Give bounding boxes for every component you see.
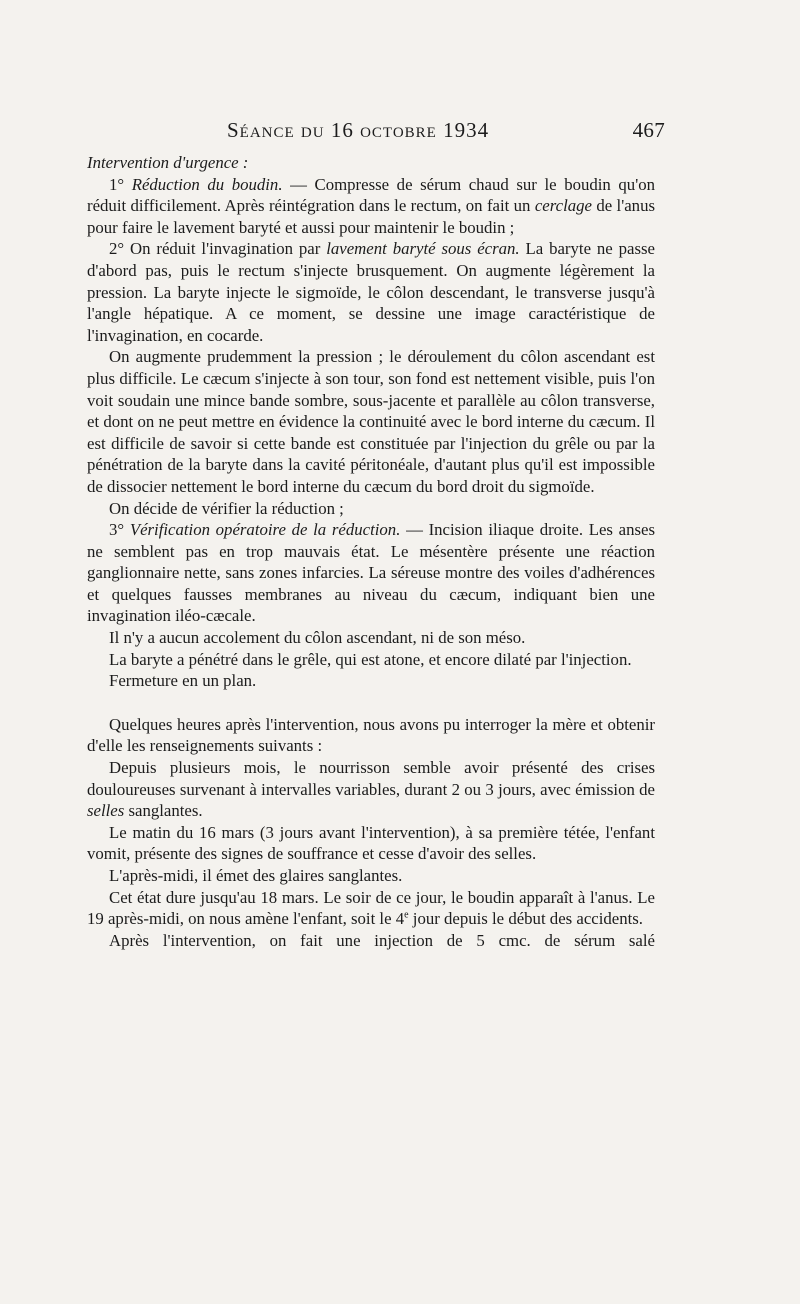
body-text	[87, 152, 655, 951]
paragraph	[87, 238, 655, 346]
paragraph	[87, 757, 655, 822]
text-run: Réduction du boudin.	[131, 174, 283, 194]
text-run: On augmente prudemment la pression ; le déroulement du côlon ascendant est plus difficile. Le cæcum s'injecte à son tour, son fond est nettement visible, puis l'on voit soudain une mince bande sombre, sous-jacente et parallèle au côlon transverse, et dont on ne peut mettre en évidence la continuité avec le bord interne du cæcum. Il est difficile de savoir si cette bande est constituée par l'injection du grêle ou par la pénétration de la baryte dans la cavité péritonéale, d'autant plus qu'il est impossible de dissocier nettement le bord interne du cæcum du bord droit du sigmoïde.	[87, 347, 655, 496]
text-run: Depuis plusieurs mois, le nourrisson semble avoir présenté des crises douloureuses survenant à intervalles variables, durant 2 ou 3 jours, avec émission de	[87, 758, 655, 799]
page-number: 467	[632, 118, 665, 142]
paragraph	[87, 627, 655, 649]
text-run: e	[404, 909, 409, 921]
text-run: Vérification opératoire de la réduction.	[129, 520, 401, 540]
header-title: Séance du 16 octobre 1934	[227, 118, 490, 142]
paragraph	[87, 670, 655, 692]
text-run: cerclage	[534, 196, 592, 216]
paragraph	[87, 649, 655, 671]
text-run: Quelques heures après l'intervention, nous avons pu interroger la mère et obtenir d'elle les renseignements suivants :	[87, 714, 655, 756]
paragraph	[87, 174, 655, 239]
paragraph	[87, 930, 655, 952]
running-header	[87, 118, 665, 150]
text-run: Le matin du 16 mars (3 jours avant l'intervention), à sa première tétée, l'enfant vomit, présente des signes de souffrance et cesse d'avoir des selles.	[87, 822, 655, 864]
text-run: — Compresse de sérum chaud sur le boudin qu'on réduit difficilement. Après réintégration dans le rectum, on fait un	[87, 174, 655, 216]
text-run: Fermeture en un plan.	[109, 671, 257, 691]
text-run: Il n'y a aucun accolement du côlon ascendant, ni de son méso.	[109, 628, 526, 648]
paragraph	[87, 519, 655, 627]
text-run: On décide de vérifier la réduction ;	[109, 498, 344, 518]
text-run: sanglantes.	[124, 801, 203, 821]
text-run: de l'anus pour faire le lavement baryté et aussi pour maintenir le boudin ;	[87, 196, 655, 237]
text-run: 2° On réduit l'invagination par	[109, 239, 327, 259]
document-page	[87, 118, 665, 951]
paragraph	[87, 498, 655, 520]
paragraph	[87, 152, 655, 174]
paragraph	[87, 346, 655, 497]
text-run: 3°	[109, 520, 130, 540]
text-run: L'après-midi, il émet des glaires sanglantes.	[109, 866, 403, 885]
text-run: La baryte ne passe d'abord pas, puis le rectum s'injecte brusquement. On augmente légèrement la pression. La baryte injecte le sigmoïde, le côlon descendant, le transverse jusqu'à l'angle hépatique. A ce moment, se dessine une image caractéristique de l'invagination, en cocarde.	[87, 239, 655, 345]
text-run: 1°	[109, 174, 132, 194]
text-run: selles	[87, 801, 125, 821]
text-run: Intervention d'urgence :	[87, 153, 249, 172]
paragraph	[87, 865, 655, 887]
text-run: — Incision iliaque droite. Les anses ne semblent pas en trop mauvais état. Le mésentère présente une réaction ganglionnaire nette, sans zones infarcies. La séreuse montre des voiles d'adhérences et quelques fausses membranes au niveau du cæcum, indiquant bien une invagination iléo-cæcale.	[87, 520, 655, 626]
paragraph	[87, 714, 655, 757]
text-run: Après l'intervention, on fait une injection de 5 cmc. de sérum salé	[109, 930, 655, 950]
text-run: Cet état dure jusqu'au 18 mars. Le soir de ce jour, le boudin apparaît à l'anus. Le 19 après-midi, on nous amène l'enfant, soit le 4	[87, 887, 655, 929]
paragraph	[87, 887, 655, 930]
text-run: lavement baryté sous écran.	[326, 239, 520, 259]
text-run: La baryte a pénétré dans le grêle, qui est atone, et encore dilaté par l'injection.	[109, 649, 632, 669]
text-run: jour depuis le début des accidents.	[408, 909, 643, 929]
paragraph	[87, 822, 655, 865]
